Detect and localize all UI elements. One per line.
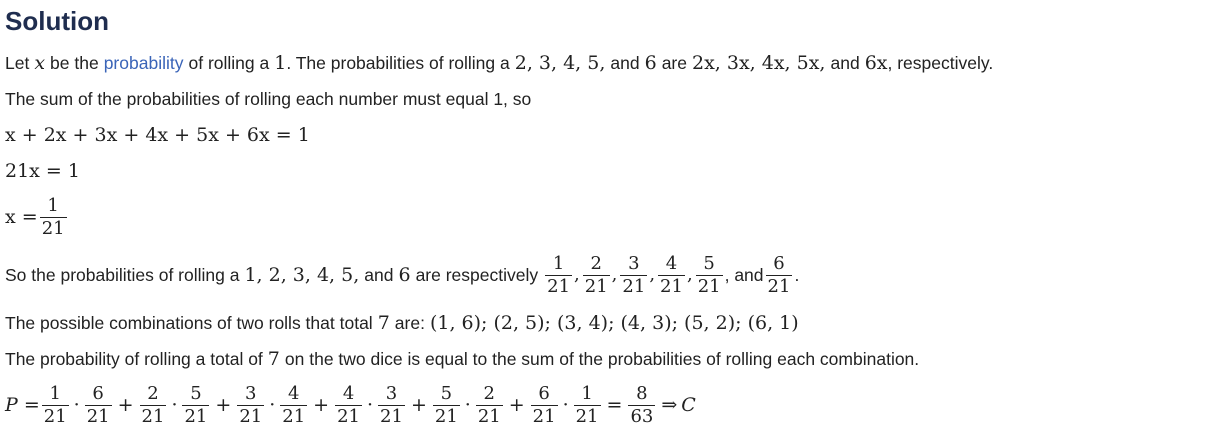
plus-symbol: + [508, 394, 525, 416]
term-fraction [182, 384, 209, 427]
intro-text-7: and [830, 53, 860, 73]
intro-six-x: 6x [864, 52, 888, 74]
probs-and: , and [724, 265, 764, 285]
intro-coefficients: 2x, 3x, 4x, 5x, [691, 52, 826, 74]
fraction-denominator: 21 [337, 405, 360, 427]
equation-21x [5, 153, 1208, 189]
times-symbol: · [464, 394, 471, 416]
fraction-numerator: 2 [590, 252, 602, 274]
equation-sum-text: x + 2x + 3x + 4x + 5x + 6x = 1 [5, 124, 310, 146]
probs-numbers: 1, 2, 3, 4, 5, [244, 264, 360, 286]
fraction-numerator: 1 [47, 194, 59, 216]
fraction-numerator: 8 [636, 382, 648, 404]
plus-symbol: + [117, 394, 134, 416]
fraction-numerator: 5 [703, 252, 715, 274]
prob-fraction [620, 254, 647, 297]
fraction-numerator: 6 [773, 252, 785, 274]
answer-letter: C [681, 394, 696, 416]
combos-text-1: The possible combinations of two rolls that total [5, 313, 373, 333]
fraction-numerator: 5 [440, 382, 453, 404]
times-symbol: · [269, 394, 276, 416]
prob-fraction [696, 254, 723, 297]
probabilities-line: So the probabilities of rolling a 1, 2, 3, 4, 5, and 6 are respectively $\frac{1}{21}$ , $\frac{2}{21}$ , $\frac{3}{21}$ , $\frac{4}{21}$ , $\frac{5}{21}$ , and $\frac{6}{21}$ . [5, 252, 800, 297]
term-fraction [335, 384, 362, 427]
fraction-denominator: 21 [41, 217, 65, 239]
fraction-numerator: 3 [245, 382, 257, 404]
fraction-denominator: 21 [767, 275, 791, 297]
term-fraction [140, 384, 167, 427]
fraction-numerator: 1 [581, 382, 593, 404]
final-equals: = [606, 394, 623, 416]
equation-21x-text: 21x = 1 [5, 160, 80, 182]
intro-text-6: are [661, 53, 687, 73]
fraction-numerator: 4 [287, 382, 300, 404]
fraction-denominator: 21 [86, 405, 110, 427]
fraction-denominator: 21 [532, 405, 556, 427]
final-equation [5, 377, 1208, 433]
probs-text-1: So the probabilities of rolling a [5, 265, 240, 285]
implies-symbol: ⇒ [661, 394, 678, 416]
probability-link[interactable]: probability [103, 53, 184, 73]
final-lhs: P = [5, 394, 40, 416]
term-fraction [237, 384, 264, 427]
term-fraction [531, 384, 558, 427]
fraction-numerator: 3 [628, 252, 640, 274]
fraction-denominator: 21 [622, 275, 646, 297]
sum-text-line [5, 81, 1208, 117]
fraction-denominator: 21 [697, 275, 721, 297]
intro-text-4: . The probabilities of rolling a [286, 53, 510, 73]
combos-list: (1, 6); (2, 5); (3, 4); (4, 3); (5, 2); (6, 1) [429, 312, 799, 334]
result-fraction [628, 384, 655, 427]
term-fraction [42, 384, 69, 427]
fraction-numerator: 6 [92, 382, 104, 404]
prob-fraction [583, 254, 610, 297]
var-x: x [34, 52, 46, 74]
intro-one: 1 [274, 52, 287, 74]
term-fraction [433, 384, 460, 427]
fraction-numerator: 2 [483, 382, 495, 404]
probs-text-3: are respectively [415, 265, 539, 285]
fraction-denominator: 63 [630, 405, 654, 427]
final-terms [40, 384, 603, 427]
p-text-seven: 7 [267, 348, 280, 370]
times-symbol: · [367, 394, 374, 416]
prob-fraction-last [766, 254, 793, 297]
fraction-numerator: 1 [552, 252, 565, 274]
times-symbol: · [171, 394, 178, 416]
fraction-numerator: 3 [385, 382, 398, 404]
sum-text: The sum of the probabilities of rolling each number must equal 1, so [5, 89, 532, 109]
intro-text-8: , respectively. [887, 53, 994, 73]
fraction-numerator: 4 [342, 382, 355, 404]
intro-numbers: 2, 3, 4, 5, [514, 52, 606, 74]
intro-text-3: of rolling a [188, 53, 270, 73]
equation-sum [5, 117, 1208, 153]
probability-text-line [5, 341, 1208, 377]
term-fraction [280, 384, 307, 427]
fraction-denominator: 21 [575, 405, 599, 427]
term-fraction [476, 384, 503, 427]
times-symbol: · [562, 394, 569, 416]
fraction-denominator: 21 [239, 405, 263, 427]
fraction-denominator: 21 [43, 405, 67, 427]
probs-text-2: and [364, 265, 394, 285]
p-text-2: on the two dice is equal to the sum of the probabilities of rolling each combination. [284, 349, 920, 369]
term-fraction [85, 384, 112, 427]
fraction-denominator: 21 [282, 405, 306, 427]
p-text-1: The probability of rolling a total of [5, 349, 263, 369]
combinations-line [5, 305, 1208, 341]
combos-seven: 7 [377, 312, 390, 334]
equation-x-value [5, 189, 1208, 245]
prob-fraction [658, 254, 685, 297]
fraction-denominator: 21 [184, 405, 208, 427]
solution-heading: Solution [5, 6, 109, 36]
fraction-denominator: 21 [477, 405, 501, 427]
intro-six: 6 [644, 52, 657, 74]
fraction-x [40, 196, 67, 239]
probs-end: . [794, 265, 800, 285]
times-symbol: · [73, 394, 80, 416]
fraction-numerator: 5 [190, 382, 202, 404]
intro-text-5: and [610, 53, 640, 73]
fraction-numerator: 1 [49, 382, 61, 404]
intro-line [5, 45, 1208, 81]
fraction-denominator: 21 [547, 275, 571, 297]
intro-text-2: be the [50, 53, 99, 73]
equation-x-lhs: x = [5, 206, 38, 228]
prob-fraction [545, 254, 572, 297]
probs-six: 6 [398, 264, 411, 286]
fraction-denominator: 21 [380, 405, 403, 427]
fraction-denominator: 21 [660, 275, 683, 297]
term-fraction [574, 384, 601, 427]
fraction-denominator: 21 [141, 405, 165, 427]
combos-text-2: are: [394, 313, 425, 333]
plus-symbol: + [410, 394, 427, 416]
term-fraction [378, 384, 405, 427]
fraction-numerator: 4 [665, 252, 678, 274]
fraction-numerator: 6 [538, 382, 550, 404]
fraction-denominator: 21 [584, 275, 608, 297]
fraction-numerator: 2 [147, 382, 159, 404]
fraction-denominator: 21 [434, 405, 458, 427]
plus-symbol: + [313, 394, 330, 416]
plus-symbol: + [215, 394, 232, 416]
intro-text-1: Let [5, 53, 30, 73]
